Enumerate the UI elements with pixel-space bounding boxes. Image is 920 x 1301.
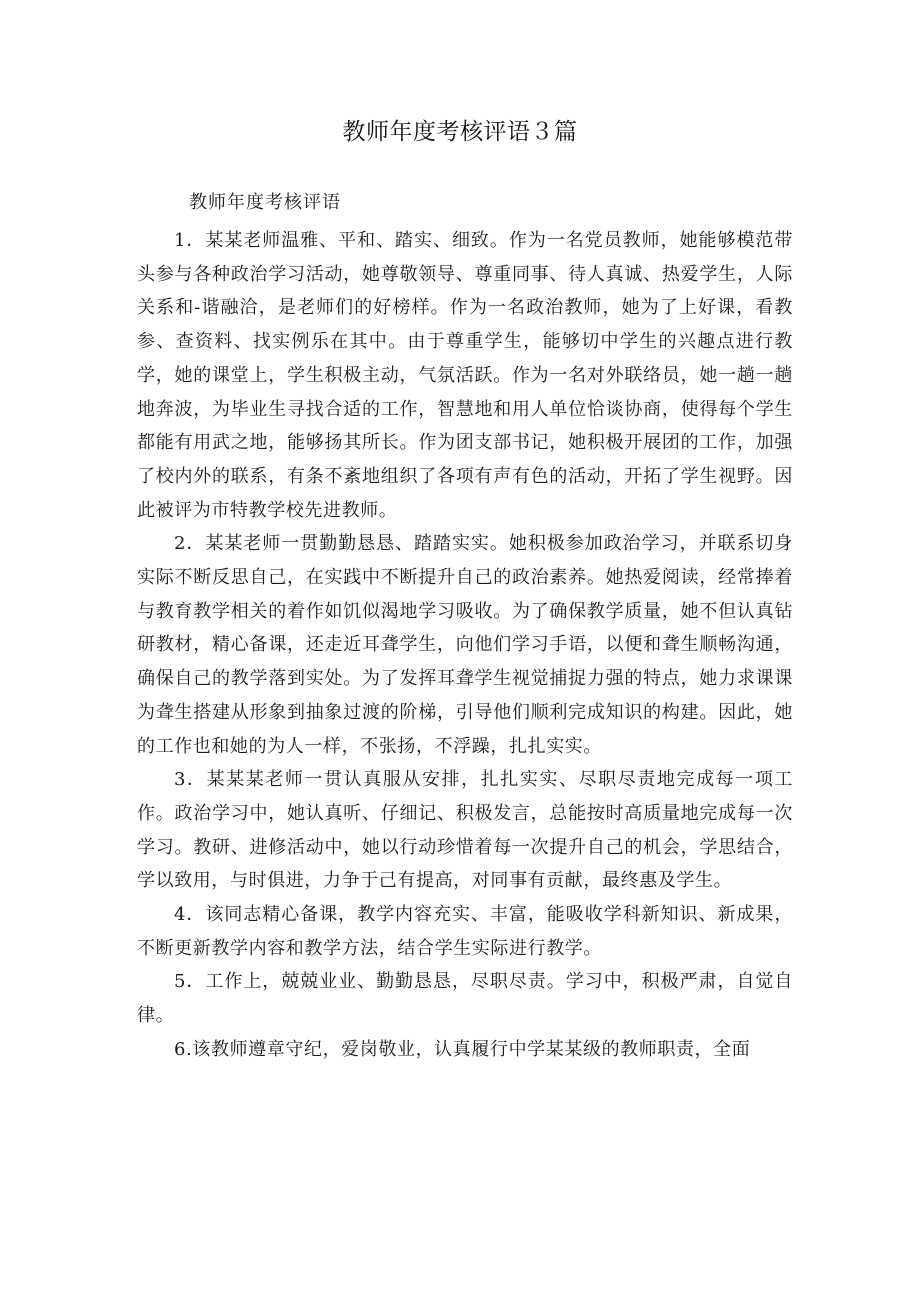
paragraph-2: 2．某某老师一贯勤勤恳恳、踏踏实实。她积极参加政治学习，并联系切身实际不断反思自己，在实践中不断提升自己的政治素养。她热爱阅读，经常捧着与教育教学相关的着作如饥似渴地学习吸收。为了确保教学质量，她不但认真钻研教材，精心备课，还走近耳聋学生，向他们学习手语，以便和聋生顺畅沟通，确保自己的教学落到实处。为了发挥耳聋学生视觉捕捉力强的特点，她力求课课为聋生搭建从形象到抽象过渡的阶梯，引导他们顺利完成知识的构建。因此，她的工作也和她的为人一样，不张扬，不浮躁，扎扎实实。 [137,533,793,757]
paragraph-5: 5．工作上，兢兢业业、勤勤恳恳，尽职尽责。学习中，积极严肃，自觉自律。 [137,971,793,1027]
section-subtitle: 教师年度考核评语 [189,192,341,213]
paragraph-1: 1．某某老师温雅、平和、踏实、细致。作为一名党员教师，她能够模范带头参与各种政治学习活动，她尊敬领导、尊重同事、待人真诚、热爱学生，人际关系和-谐融洽，是老师们的好榜样。作为一名政治教师，她为了上好课，看教参、查资料、找实例乐在其中。由于尊重学生，能够切中学生的兴趣点进行教学，她的课堂上，学生积极主动，气氛活跃。作为一名对外联络员，她一趟一趟地奔波，为毕业生寻找合适的工作，智慧地和用人单位恰谈协商，使得每个学生都能有用武之地，能够扬其所长。作为团支部书记，她积极开展团的工作，加强了校内外的联系，有条不紊地组织了各项有声有色的活动，开拓了学生视野。因此被评为市特教学校先进教师。 [137,230,793,521]
paragraph-3: 3．某某某老师一贯认真服从安排，扎扎实实、尽职尽责地完成每一项工作。政治学习中，她认真听、仔细记、积极发言，总能按时高质量地完成每一次学习。教研、进修活动中，她以行动珍惜着每一次提升自己的机会，学思结合，学以致用，与时俱进，力争于己有提高，对同事有贡献，最终惠及学生。 [137,769,793,892]
paragraph-6: 6.该教师遵章守纪，爱岗敬业，认真履行中学某某级的教师职责，全面 [174,1038,751,1060]
paragraph-4: 4．该同志精心备课，教学内容充实、丰富，能吸收学科新知识、新成果，不断更新教学内容和教学方法，结合学生实际进行教学。 [137,904,793,959]
document-body [137,224,793,1067]
document-title: 教师年度考核评语３篇 [342,119,578,145]
